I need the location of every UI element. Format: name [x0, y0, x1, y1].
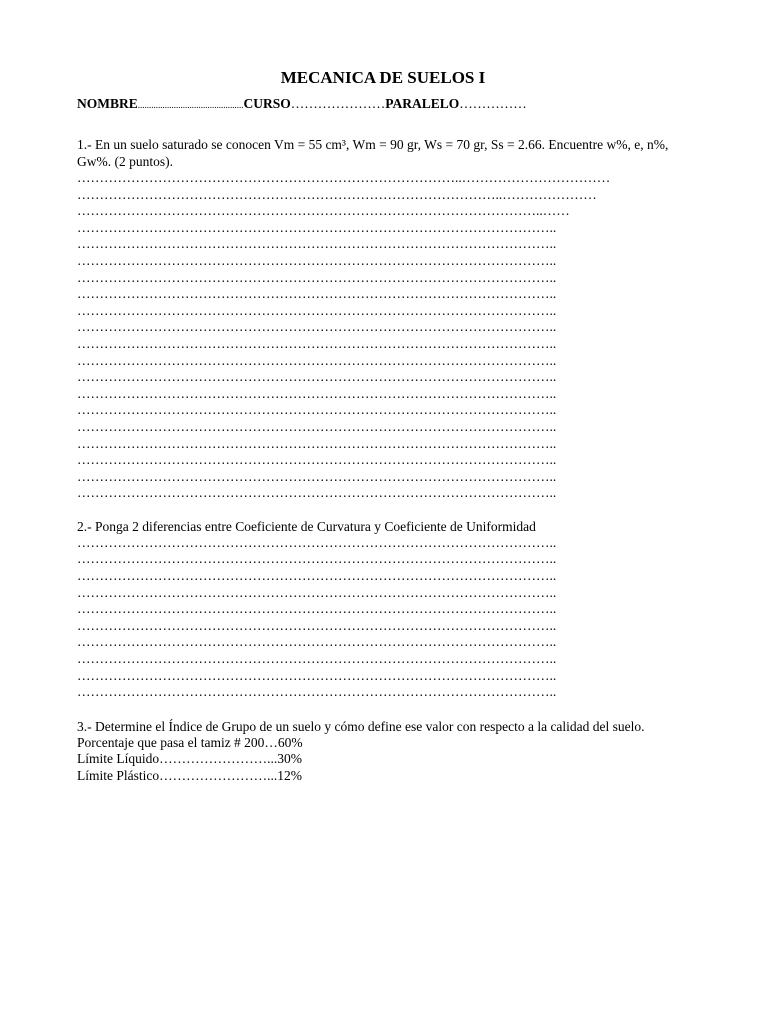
answer-line: …………………………………………………………………………………………….. [77, 568, 557, 584]
answer-line: …………………………………………………………………………………………….. [77, 286, 557, 302]
data-line-limite-plastico: Límite Plástico……………………...12% [77, 767, 302, 783]
answer-line: …………………………………………………………………………………………….. [77, 352, 557, 368]
question-3-data [77, 735, 689, 785]
exam-page [77, 66, 689, 784]
answer-line: …………………………………………………………………………………………….. [77, 252, 557, 268]
question-3-text: 3.- Determine el Índice de Grupo de un suelo y cómo define ese valor con respecto a la calidad del suelo. [77, 718, 645, 734]
answer-line: …………………………………………………………………………………………..…… [77, 203, 570, 219]
answer-line: …………………………………………………………………………………………….. [77, 584, 557, 600]
document-title: MECANICA DE SUELOS I [280, 68, 486, 87]
answer-line: …………………………………………………………………………………………….. [77, 617, 557, 633]
answer-line: …………………………………………………………………………………..………………… [77, 186, 597, 202]
answer-line: …………………………………………………………………………………………….. [77, 402, 557, 418]
answer-line: …………………………………………………………………………………………….. [77, 667, 557, 683]
answer-line: …………………………………………………………………………………………….. [77, 684, 557, 700]
paralelo-blank: …………… [459, 96, 527, 111]
question-1-answer-area [77, 170, 689, 502]
curso-label: CURSO [243, 96, 291, 111]
data-line-limite-liquido: Límite Líquido……………………...30% [77, 751, 302, 767]
answer-line: …………………………………………………………………………………………….. [77, 369, 557, 385]
answer-line: …………………………………………………………………………………………….. [77, 634, 557, 650]
answer-line: …………………………………………………………………………………………….. [77, 335, 557, 351]
answer-line: …………………………………………………………………………………………….. [77, 551, 557, 567]
nombre-blank: ............................................... [137, 100, 244, 110]
answer-line: …………………………………………………………………………………………….. [77, 236, 557, 252]
answer-line: …………………………………………………………………………………………….. [77, 219, 557, 235]
answer-line: …………………………………………………………………………………………….. [77, 319, 557, 335]
answer-line: …………………………………………………………………………………………….. [77, 385, 557, 401]
question-2-answer-area [77, 535, 689, 701]
paralelo-label: PARALELO [385, 96, 460, 111]
answer-line: …………………………………………………………………………………………….. [77, 651, 557, 667]
student-info-line [77, 95, 689, 114]
curso-blank: ………………… [290, 96, 386, 111]
question-2-text: 2.- Ponga 2 diferencias entre Coeficiente de Curvatura y Coeficiente de Uniformidad [77, 518, 536, 534]
question-3 [77, 718, 689, 785]
answer-line: …………………………………………………………………………………………….. [77, 534, 557, 550]
answer-line: …………………………………………………………………………………………….. [77, 468, 557, 484]
nombre-label: NOMBRE [77, 96, 138, 111]
answer-line: …………………………………………………………………………………………….. [77, 485, 557, 501]
answer-line: …………………………………………………………………………………………….. [77, 302, 557, 318]
answer-line: …………………………………………………………………………..…………………………… [77, 170, 611, 185]
data-line-tamiz: Porcentaje que pasa el tamiz # 200…60% [77, 734, 303, 750]
question-2 [77, 518, 689, 701]
question-1-text: 1.- En un suelo saturado se conocen Vm = 55 cm³, Wm = 90 gr, Ws = 70 gr, Ss = 2.66. Encuentre w%, e, n%, Gw%. (2 puntos). [77, 137, 669, 169]
answer-line: …………………………………………………………………………………………….. [77, 452, 557, 468]
answer-line: …………………………………………………………………………………………….. [77, 435, 557, 451]
answer-line: …………………………………………………………………………………………….. [77, 418, 557, 434]
question-1 [77, 136, 689, 502]
answer-line: …………………………………………………………………………………………….. [77, 601, 557, 617]
answer-line: …………………………………………………………………………………………….. [77, 269, 557, 285]
